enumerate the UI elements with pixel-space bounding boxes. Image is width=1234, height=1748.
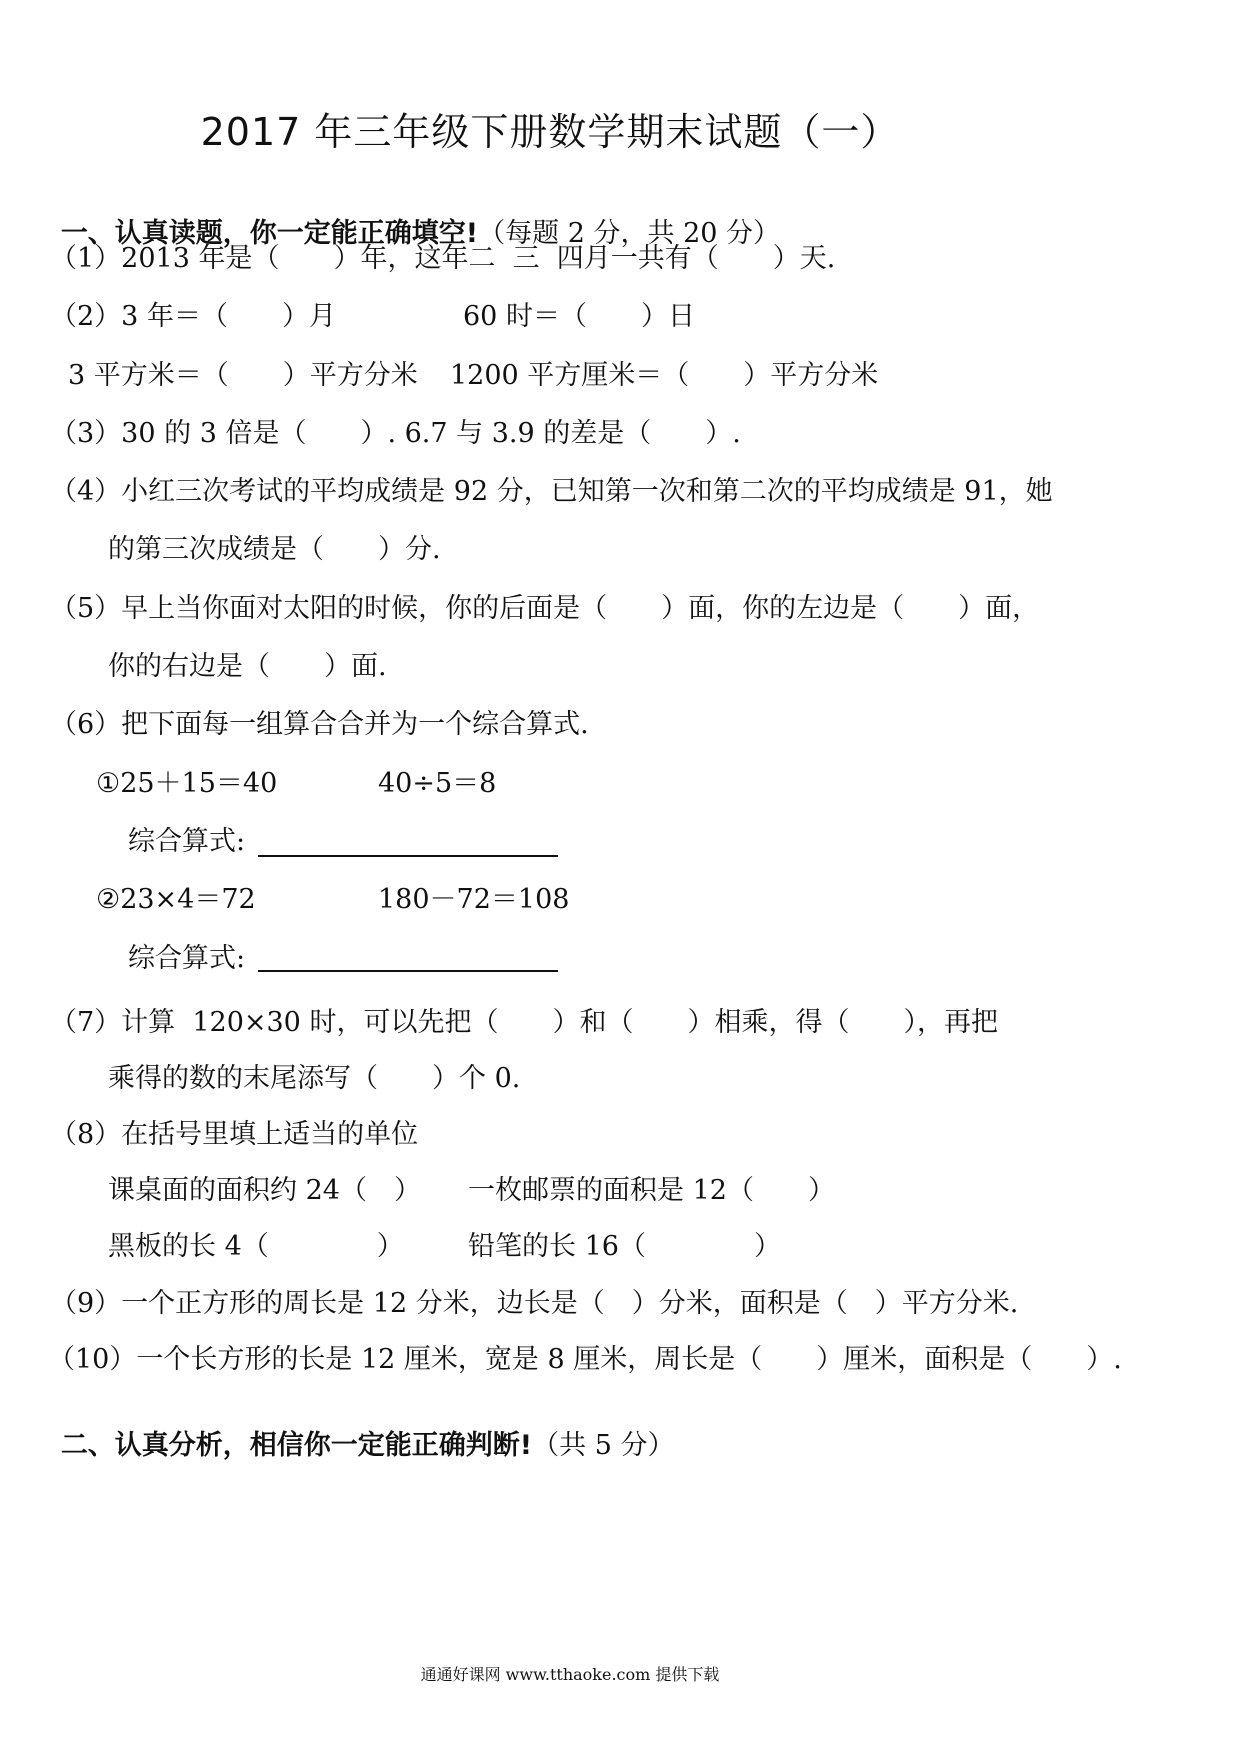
question-6-group-2-step-1: ②23×4＝72 xyxy=(96,884,256,915)
question-2d: 1200 平方厘米＝（ ）平方分米 xyxy=(450,360,879,391)
question-8d: 铅笔的长 16（ ） xyxy=(468,1231,781,1262)
question-3: （3）30 的 3 倍是（ ）. 6.7 与 3.9 的差是（ ）. xyxy=(50,418,741,449)
question-8c: 黑板的长 4（ ） xyxy=(108,1231,404,1262)
section-1-heading xyxy=(42,183,780,251)
section-1-title: 一、认真读题，你一定能正确填空! xyxy=(60,218,479,249)
question-2c: 3 平方米＝（ ）平方分米 xyxy=(68,360,418,391)
question-2a: （2）3 年＝（ ）月 xyxy=(50,301,336,332)
question-8-prompt: （8）在括号里填上适当的单位 xyxy=(50,1119,419,1150)
footer-credit: 通通好课网 www.tthaoke.com 提供下载 xyxy=(420,1665,720,1684)
question-6-group-1-step-2: 40÷5＝8 xyxy=(378,768,497,799)
answer-line[interactable] xyxy=(258,970,558,972)
question-6-group-2-step-2: 180－72＝108 xyxy=(378,884,570,915)
section-2-heading xyxy=(42,1395,674,1463)
question-5-line-1: （5）早上当你面对太阳的时候，你的后面是（ ）面，你的左边是（ ）面， xyxy=(50,593,1040,624)
answer-line[interactable] xyxy=(258,855,558,857)
question-1: （1）2013 年是（ ）年，这年二 三 四月一共有（ ）天. xyxy=(50,243,836,274)
question-10: （10）一个长方形的长是 12 厘米，宽是 8 厘米，周长是（ ）厘米，面积是（ ）. xyxy=(48,1344,1122,1375)
section-1-note: （每题 2 分，共 20 分） xyxy=(478,218,781,249)
section-2-title: 二、认真分析，相信你一定能正确判断! xyxy=(60,1430,533,1461)
question-6-group-1-step-1: ①25＋15＝40 xyxy=(96,768,278,799)
page-title: 2017 年三年级下册数学期末试题（一） xyxy=(200,110,900,154)
question-8b: 一枚邮票的面积是 12（ ） xyxy=(468,1175,835,1206)
question-7-line-2: 乘得的数的末尾添写（ ）个 0. xyxy=(108,1063,521,1094)
combined-formula-label: 综合算式: xyxy=(128,826,246,857)
question-2b: 60 时＝（ ）日 xyxy=(463,301,695,332)
question-5-line-2: 你的右边是（ ）面. xyxy=(108,651,387,682)
question-6-prompt: （6）把下面每一组算合合并为一个综合算式. xyxy=(50,709,589,740)
question-7-line-1: （7）计算 120×30 时，可以先把（ ）和（ ）相乘，得（ ），再把 xyxy=(50,1007,998,1038)
question-4-line-1: （4）小红三次考试的平均成绩是 92 分，已知第一次和第二次的平均成绩是 91，她 xyxy=(50,476,1053,507)
section-2-note: （共 5 分） xyxy=(532,1430,675,1461)
question-8a: 课桌面的面积约 24（ ） xyxy=(108,1175,421,1206)
question-4-line-2: 的第三次成绩是（ ）分. xyxy=(108,534,441,565)
question-9: （9）一个正方形的周长是 12 分米，边长是（ ）分米，面积是（ ）平方分米. xyxy=(50,1288,1019,1319)
combined-formula-label: 综合算式: xyxy=(128,943,246,974)
